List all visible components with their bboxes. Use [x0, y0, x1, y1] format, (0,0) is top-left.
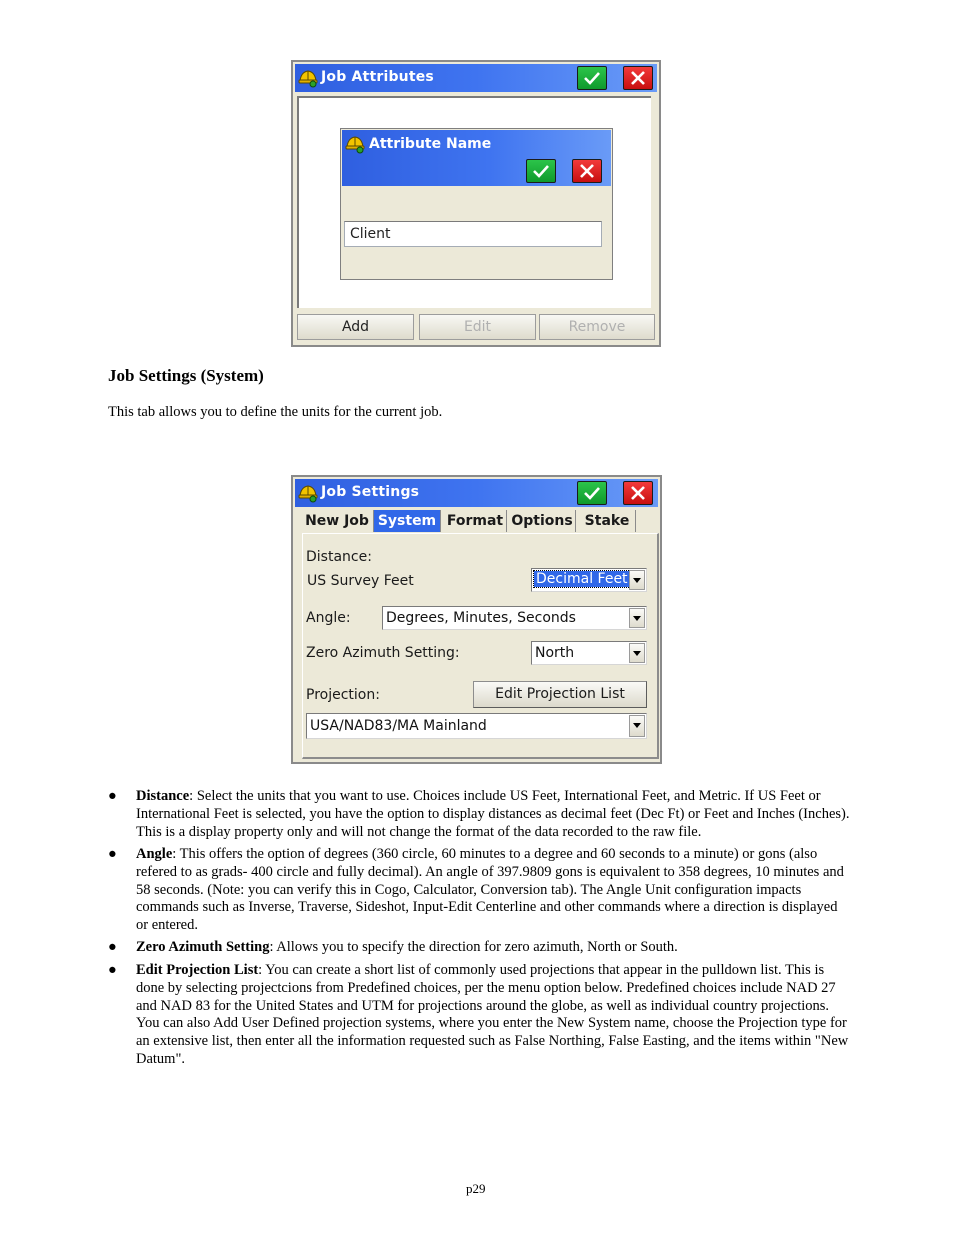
bullet-edit-projection-list — [108, 962, 853, 1069]
projection-select-value: USA/NAD83/MA Mainland — [310, 718, 487, 734]
projection-label: Projection: — [306, 687, 380, 703]
dialog-title: Attribute Name — [369, 136, 492, 152]
ok-button[interactable] — [577, 66, 607, 90]
tab-options[interactable]: Options — [509, 510, 576, 532]
section-description: This tab allows you to define the units for the current job. — [108, 404, 443, 420]
bullet-icon: ● — [108, 962, 117, 978]
hard-hat-icon — [345, 134, 365, 154]
bullet-term: Angle — [136, 846, 173, 862]
checkmark-icon — [583, 70, 601, 86]
hard-hat-icon — [298, 68, 318, 88]
close-icon — [629, 485, 647, 501]
cancel-button[interactable] — [623, 66, 653, 90]
chevron-down-icon[interactable] — [629, 608, 645, 628]
bullet-icon: ● — [108, 788, 117, 804]
job-settings-window — [291, 475, 662, 764]
distance-select-value: Decimal Feet — [536, 571, 628, 587]
distance-select[interactable] — [531, 568, 647, 592]
bullet-text: : Select the units that you want to use. Choices include US Feet, International Feet, and Metric. If US Feet or International Feet is selected, you have the option to display distances as decimal feet (Dec Ft) or Feet and Inches (Inches). This is a display property only and will not change the format of the data recorded to the raw file. — [136, 788, 850, 840]
bullet-icon: ● — [108, 939, 117, 955]
checkmark-icon — [583, 485, 601, 501]
attribute-name-titlebar — [342, 130, 611, 186]
zero-azimuth-label: Zero Azimuth Setting: — [306, 645, 460, 661]
bullet-icon: ● — [108, 846, 117, 862]
dialog-cancel-button[interactable] — [572, 159, 602, 183]
ok-button[interactable] — [577, 481, 607, 505]
tab-new-job[interactable]: New Job — [301, 510, 374, 532]
close-icon — [578, 163, 596, 179]
bullet-text: : Allows you to specify the direction for zero azimuth, North or South. — [269, 939, 678, 955]
angle-select-value: Degrees, Minutes, Seconds — [386, 610, 576, 626]
bullet-term: Distance — [136, 788, 190, 804]
remove-button[interactable]: Remove — [539, 314, 655, 340]
zero-azimuth-select-value: North — [535, 645, 575, 661]
bullet-text: : You can create a short list of commonly used projections that appear in the pulldown list. This is done by selecting projectcions from Predefined choices, per the menu option below. Predefined choices include NAD 27 and NAD 83 for the United States and UTM for projections around the globe, as well as individual country projections. You can also Add User Defined projection systems, where you enter the New System name, choose the Projection type for an extensive list, then enter all the information requested such as False Northing, False Easting, and the items within "New Datum". — [136, 962, 849, 1067]
tab-system[interactable]: System — [374, 510, 441, 532]
section-title: Job Settings (System) — [108, 366, 264, 385]
projection-select[interactable] — [306, 713, 647, 739]
job-attributes-window — [291, 60, 661, 347]
tab-format[interactable]: Format — [444, 510, 507, 532]
bullet-text: : This offers the option of degrees (360 circle, 60 minutes to a degree and 60 seconds to a minute) or gons (also refered to as grads- 400 circle and fully decimal). An angle of 397.9809 gons is equivalent to 358 degrees, 10 minutes and 58 seconds. (Note: you can verify this in Cogo, Calculator, Conversion tab). The Angle Unit configuration impacts commands such as Inverse, Traverse, Sideshot, Input-Edit Centerline and other commands where a direction is displayed or entered. — [136, 846, 844, 934]
edit-button[interactable]: Edit — [419, 314, 536, 340]
edit-projection-list-button[interactable]: Edit Projection List — [473, 681, 647, 708]
bullet-term: Zero Azimuth Setting — [136, 939, 270, 955]
attribute-name-dialog — [340, 128, 613, 280]
window-title: Job Settings — [321, 484, 420, 500]
angle-label: Angle: — [306, 610, 351, 626]
bullet-zero-azimuth — [108, 939, 853, 957]
distance-current-value: US Survey Feet — [307, 573, 414, 589]
chevron-down-icon[interactable] — [629, 643, 645, 663]
checkmark-icon — [532, 163, 550, 179]
attribute-name-input[interactable] — [344, 221, 602, 247]
job-attributes-titlebar — [295, 64, 657, 92]
bullet-distance — [108, 788, 853, 841]
distance-label: Distance: — [306, 549, 372, 565]
page-number: p29 — [466, 1181, 486, 1196]
dialog-ok-button[interactable] — [526, 159, 556, 183]
hard-hat-icon — [298, 483, 318, 503]
zero-azimuth-select[interactable] — [531, 641, 647, 665]
chevron-down-icon[interactable] — [629, 570, 645, 590]
window-title: Job Attributes — [321, 69, 434, 85]
bullet-term: Edit Projection List — [136, 962, 259, 978]
bullet-angle — [108, 846, 853, 935]
tab-stake[interactable]: Stake — [579, 510, 636, 532]
close-icon — [629, 70, 647, 86]
job-settings-titlebar — [295, 479, 658, 507]
angle-select[interactable] — [382, 606, 647, 630]
add-button[interactable]: Add — [297, 314, 414, 340]
cancel-button[interactable] — [623, 481, 653, 505]
chevron-down-icon[interactable] — [629, 715, 645, 737]
